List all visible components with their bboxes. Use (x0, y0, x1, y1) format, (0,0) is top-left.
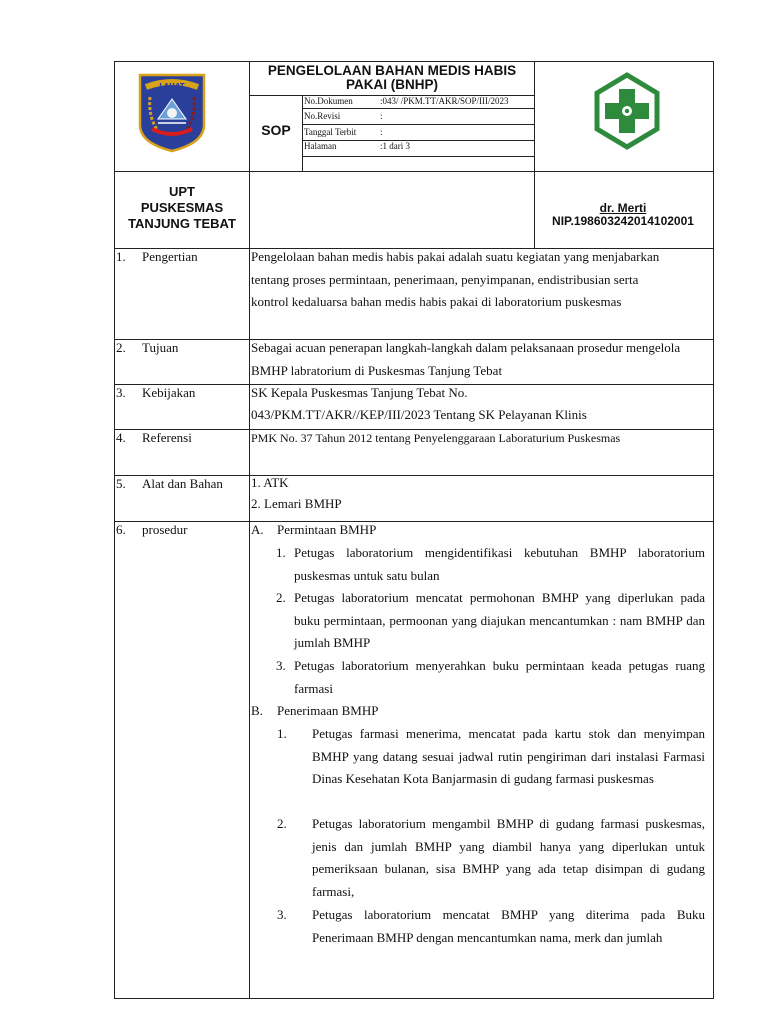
table-bottom-border (114, 998, 714, 999)
section-letter: A. (251, 522, 264, 537)
definition-text: Pengelolaan bahan medis habis pakai adalah suatu kegiatan yang menjabarkan tentang proses permintaan, penerimaan, penyimpanan, endistribusian serta kontrol kedaluarsa bahan medis habis pakai di laboratorium puskesmas (251, 249, 660, 309)
meta-divider (302, 156, 534, 157)
document-title: PENGELOLAAN BAHAN MEDIS HABIS PAKAI (BNHP) (267, 63, 517, 92)
list-item-number: 2. (277, 816, 287, 831)
row-number: 1. (116, 249, 126, 264)
sop-label: SOP (261, 122, 291, 138)
meta-label-document-number: No.Dokumen (304, 96, 353, 106)
row-label-definition: Pengertian (142, 249, 198, 264)
policy-text-line1: SK Kepala Puskesmas Tanjung Tebat No. (251, 385, 468, 400)
list-item-text: Petugas laboratorium mengambil BMHP di gudang farmasi puskesmas, jenis dan jumlah BMHP yang diambil hanya yang diperlukan untuk pemeriksaan bulanan, sisa BMHP yang ada tetap disimpan di gudang farmasi, (312, 816, 705, 899)
meta-value-page: :1 dari 3 (380, 141, 410, 151)
list-item-number: 3. (277, 907, 287, 922)
row-number: 5. (116, 476, 126, 491)
meta-divider (302, 124, 534, 125)
meta-label-page: Halaman (304, 141, 337, 151)
section-title-request: Permintaan BMHP (277, 522, 377, 537)
meta-label-revision: No.Revisi (304, 111, 341, 121)
table-left-border (114, 61, 115, 999)
row-label-reference: Referensi (142, 430, 192, 445)
purpose-text: Sebagai acuan penerapan langkah-langkah dalam pelaksanaan prosedur mengelola BMHP labratorium di Puskesmas Tanjung Tebat (251, 340, 681, 378)
row-divider (114, 171, 714, 172)
row-label-policy: Kebijakan (142, 385, 196, 400)
row-number: 2. (116, 340, 126, 355)
meta-value-issue-date: : (380, 127, 383, 137)
puskesmas-cross-logo (591, 71, 663, 151)
list-item-text: Petugas laboratorium mengidentifikasi kebutuhan BMHP laboratorium puskesmas untuk satu bulan (294, 545, 705, 583)
meta-divider (302, 108, 534, 109)
meta-value-revision: : (380, 111, 383, 121)
signatory-name: dr. Merti (599, 201, 647, 215)
column-divider (249, 61, 250, 999)
table-top-border (114, 61, 714, 62)
regency-emblem-logo (136, 73, 208, 153)
row-label-procedure: prosedur (142, 522, 188, 537)
list-item-number: 1. (276, 545, 286, 560)
sop-divider (302, 95, 303, 171)
row-divider (114, 429, 714, 430)
list-item-number: 1. (277, 726, 287, 741)
section-letter: B. (251, 703, 263, 718)
meta-label-issue-date: Tanggal Terbit (304, 127, 357, 137)
list-item-text: Petugas laboratorium mencatat permohonan BMHP yang diperlukan pada buku permintaan, permoonan yang diajukan mencantumkan : nam BMHP dan jumlah BMHP (294, 590, 705, 650)
list-item-text: Petugas laboratorium mencatat BMHP yang diterima pada Buku Penerimaan BMHP dengan mencantumkan nama, merk dan jumlah (312, 907, 705, 945)
row-label-tools: Alat dan Bahan (142, 476, 223, 491)
row-number: 6. (116, 522, 126, 537)
row-divider (114, 521, 714, 522)
organization-name: UPT PUSKESMAS TANJUNG TEBAT (128, 184, 236, 231)
signatory-nip: NIP.198603242014102001 (552, 214, 694, 228)
policy-text-line2: 043/PKM.TT/AKR//KEP/III/2023 Tentang SK Pelayanan Klinis (251, 407, 587, 422)
meta-divider (302, 140, 534, 141)
list-item-number: 3. (276, 658, 286, 673)
tools-item: 1. ATK (251, 475, 289, 490)
row-number: 3. (116, 385, 126, 400)
row-label-purpose: Tujuan (142, 340, 179, 355)
section-title-receipt: Penerimaan BMHP (277, 703, 379, 718)
list-item-text: Petugas laboratorium menyerahkan buku permintaan keada petugas ruang farmasi (294, 658, 705, 696)
meta-value-document-number: :043/ /PKM.TT/AKR/SOP/III/2023 (380, 96, 509, 106)
reference-text: PMK No. 37 Tahun 2012 tentang Penyelenggaraan Laboraturium Puskesmas (251, 431, 621, 445)
list-item-number: 2. (276, 590, 286, 605)
column-divider (534, 61, 535, 249)
table-right-border (713, 61, 714, 999)
tools-item: 2. Lemari BMHP (251, 496, 342, 511)
emblem-text: LAHAT (159, 82, 185, 90)
list-item-text: Petugas farmasi menerima, mencatat pada kartu stok dan menyimpan BMHP yang datang sesuai jadwal rutin pengiriman dari instalasi Farmasi Dinas Kesehatan Kota Banjarmasin di gudang farmasi puskesmas (312, 726, 705, 786)
row-number: 4. (116, 430, 126, 445)
